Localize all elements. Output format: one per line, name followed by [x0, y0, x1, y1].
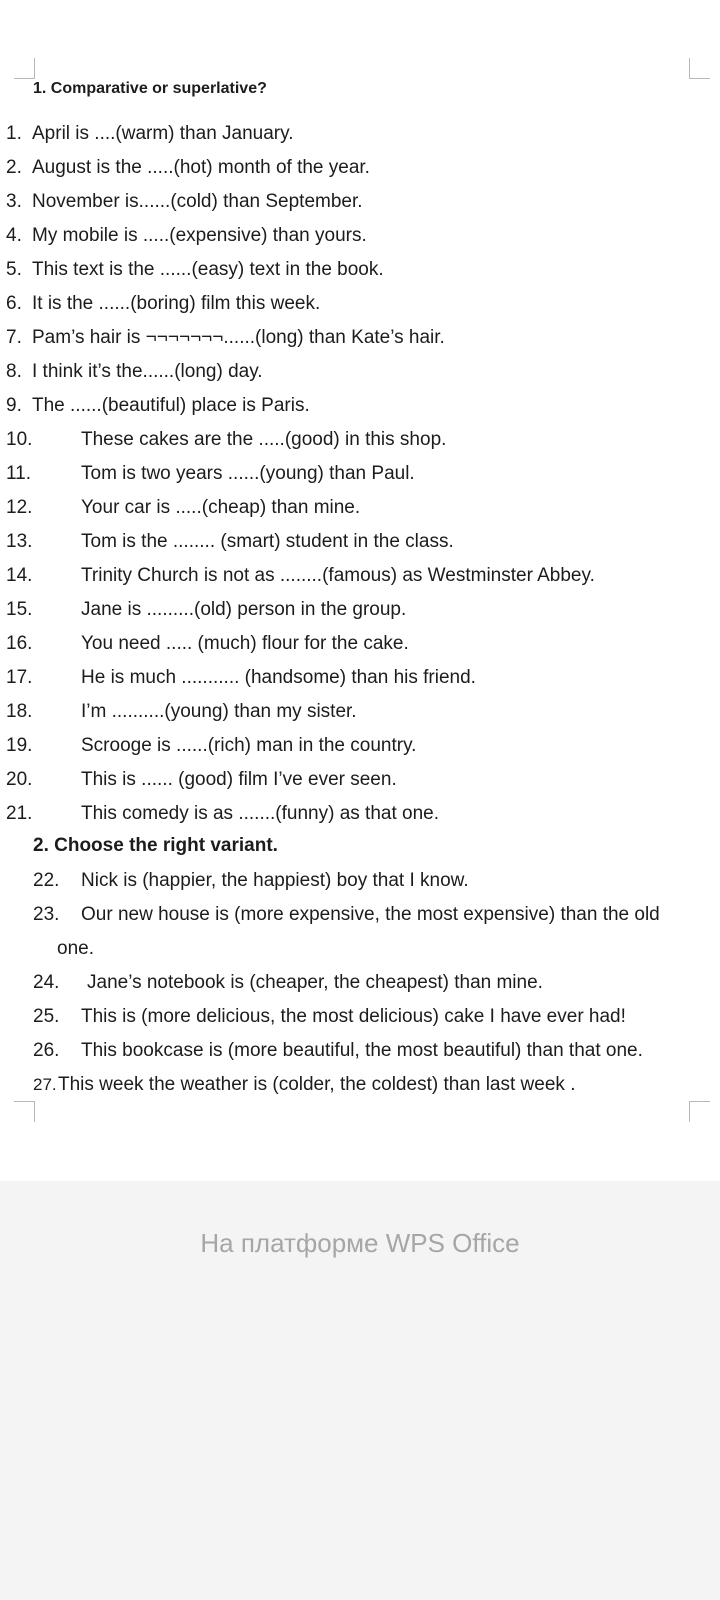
item-text: Jane’s notebook is (cheaper, the cheapest) than mine. — [87, 972, 543, 993]
item-text: Your car is .....(cheap) than mine. — [81, 497, 361, 518]
margin-corner-top-left — [14, 58, 35, 79]
item-number: 17. — [6, 667, 33, 688]
item-number: 23. — [33, 904, 60, 925]
item-text: one. — [57, 938, 94, 959]
item-number: 7. — [6, 327, 22, 348]
item-number: 9. — [6, 395, 22, 416]
item-number: 15. — [6, 599, 33, 620]
item-number: 18. — [6, 701, 33, 722]
item-number: 26. — [33, 1040, 60, 1061]
item-number: 13. — [6, 531, 33, 552]
item-text: Tom is two years ......(young) than Paul. — [81, 463, 415, 484]
item-text: This text is the ......(easy) text in the book. — [32, 259, 384, 280]
item-number: 21. — [6, 803, 33, 824]
item-number: 25. — [33, 1006, 60, 1027]
item-number: 22. — [33, 870, 60, 891]
section1-heading: 1. Comparative or superlative? — [33, 80, 267, 97]
section2-heading: 2. Choose the right variant. — [33, 835, 278, 856]
item-text: This is (more delicious, the most delicious) cake I have ever had! — [81, 1006, 626, 1027]
item-text: I’m ..........(young) than my sister. — [81, 701, 357, 722]
item-text: Scrooge is ......(rich) man in the country. — [81, 735, 417, 756]
margin-corner-bottom-right — [689, 1101, 710, 1122]
item-text: November is......(cold) than September. — [32, 191, 363, 212]
item-text: This is ...... (good) film I’ve ever seen. — [81, 769, 397, 790]
wps-platform-label: На платформе WPS Office — [200, 1228, 520, 1258]
item-text: Nick is (happier, the happiest) boy that I know. — [81, 870, 469, 891]
item-text: He is much ........... (handsome) than his friend. — [81, 667, 476, 688]
item-number: 3. — [6, 191, 22, 212]
item-number: 16. — [6, 633, 33, 654]
item-text: This week the weather is (colder, the coldest) than last week . — [58, 1074, 576, 1095]
item-text: These cakes are the .....(good) in this shop. — [81, 429, 447, 450]
item-number: 24. — [33, 972, 60, 993]
item-text: My mobile is .....(expensive) than yours. — [32, 225, 367, 246]
item-text: I think it’s the......(long) day. — [32, 361, 263, 382]
item-number: 8. — [6, 361, 22, 382]
item-number: 4. — [6, 225, 22, 246]
item-text: This bookcase is (more beautiful, the most beautiful) than that one. — [81, 1040, 643, 1061]
margin-corner-top-right — [689, 58, 710, 79]
item-text: Our new house is (more expensive, the most expensive) than the old — [81, 904, 660, 925]
item-number: 20. — [6, 769, 33, 790]
item-number: 11. — [6, 463, 32, 484]
item-number: 19. — [6, 735, 33, 756]
item-text: The ......(beautiful) place is Paris. — [32, 395, 310, 416]
item-number: 10. — [6, 429, 33, 450]
item-text: It is the ......(boring) film this week. — [32, 293, 321, 314]
item-text: August is the .....(hot) month of the year. — [32, 157, 370, 178]
item-number: 12. — [6, 497, 33, 518]
item-number: 1. — [6, 123, 22, 144]
item-text: You need ..... (much) flour for the cake. — [81, 633, 409, 654]
item-number: 2. — [6, 157, 22, 178]
item-text: Jane is .........(old) person in the group. — [81, 599, 407, 620]
item-text: Pam’s hair is ¬¬¬¬¬¬¬......(long) than Kate’s hair. — [32, 327, 445, 348]
item-text: Trinity Church is not as ........(famous) as Westminster Abbey. — [81, 565, 595, 586]
item-number: 5. — [6, 259, 22, 280]
item-number: 6. — [6, 293, 22, 314]
item-text: This comedy is as .......(funny) as that one. — [81, 803, 439, 824]
item-number: 27. — [33, 1075, 57, 1094]
item-text: Tom is the ........ (smart) student in the class. — [81, 531, 454, 552]
item-text: April is ....(warm) than January. — [32, 123, 294, 144]
item-number: 14. — [6, 565, 33, 586]
margin-corner-bottom-left — [14, 1101, 35, 1122]
